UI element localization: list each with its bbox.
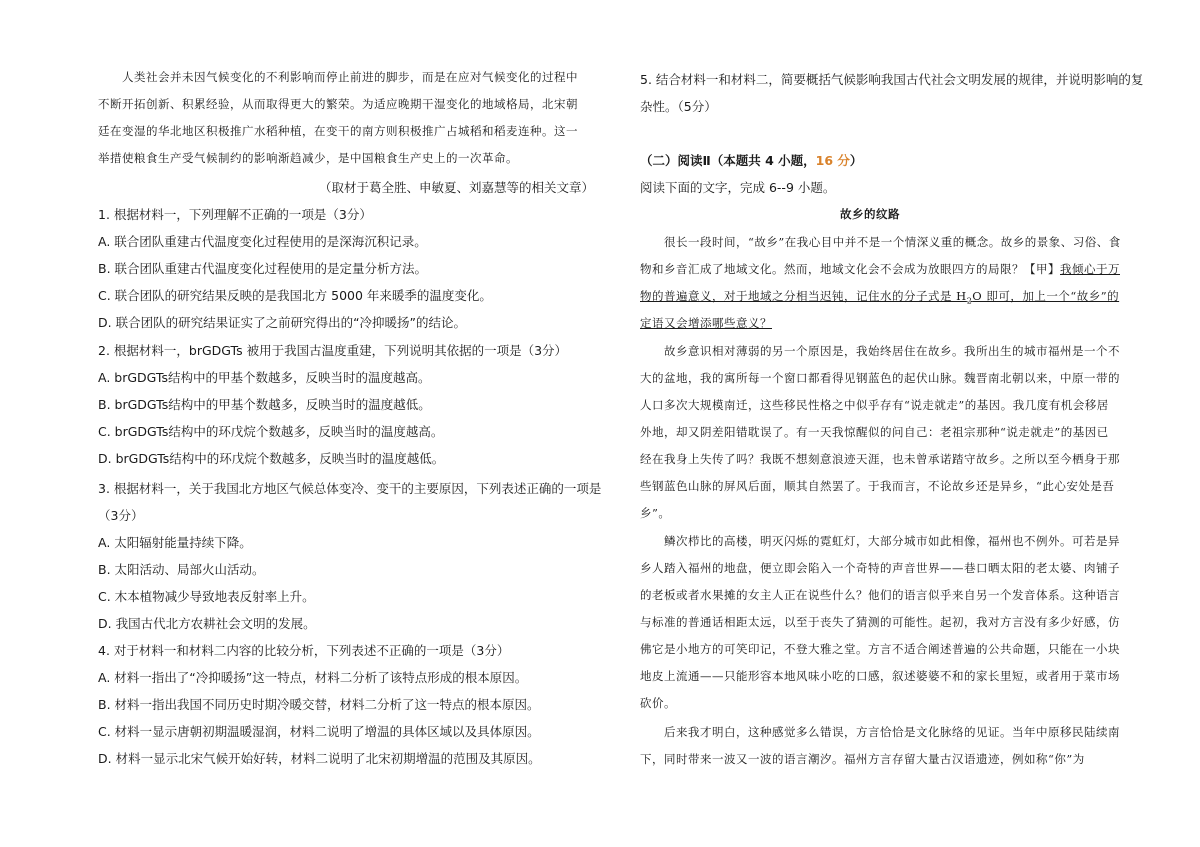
question-2-option-b: B. brGDGTs结构中的甲基个数越多，反映当时的温度越低。 bbox=[98, 397, 431, 412]
question-3-option-b: B. 太阳活动、局部火山活动。 bbox=[98, 562, 265, 577]
question-1-option-d: D. 联合团队的研究结果证实了之前研究得出的“冷抑暖扬”的结论。 bbox=[98, 315, 467, 330]
essay-line: 故乡意识相对薄弱的另一个原因是，我始终居住在故乡。我所出生的城市福州是一个不 bbox=[640, 344, 1120, 358]
essay-line: 下，同时带来一波又一波的语言潮汐。福州方言存留大量古汉语遗迹，例如称“你”为 bbox=[640, 752, 1085, 766]
essay-text: 物和乡音汇成了地域文化。然而，地域文化会不会成为放眼四方的局限？【甲】 bbox=[640, 262, 1060, 276]
question-5-stem-continued: 杂性。（5分） bbox=[640, 99, 717, 114]
question-1-option-c: C. 联合团队的研究结果反映的是我国北方 5000 年来暖季的温度变化。 bbox=[98, 288, 492, 303]
question-4-option-c: C. 材料一显示唐朝初期温暖湿润，材料二说明了增温的具体区域以及具体原因。 bbox=[98, 724, 540, 739]
question-2-option-d: D. brGDGTs结构中的环戊烷个数越多，反映当时的温度越低。 bbox=[98, 451, 445, 466]
essay-line: 外地，却又阴差阳错耽误了。有一天我惊醒似的问自己：老祖宗那种“说走就走”的基因已 bbox=[640, 425, 1109, 439]
essay-line: 乡”。 bbox=[640, 506, 671, 520]
section-heading bbox=[640, 147, 1100, 174]
essay-line: 的老板或者水果摊的女主人正在说些什么？他们的语言似乎来自另一个发音体系。这种语言 bbox=[640, 588, 1120, 602]
intro-line: 廷在变湿的华北地区积极推广水稻种植，在变干的南方则积极推广占城稻和稻麦连种。这一 bbox=[98, 124, 578, 138]
intro-line: 人类社会并未因气候变化的不利影响而停止前进的脚步，而是在应对气候变化的过程中 bbox=[98, 70, 578, 84]
question-2-stem: 2. 根据材料一，brGDGTs 被用于我国古温度重建，下列说明其依据的一项是（3分） bbox=[98, 343, 568, 358]
essay-line bbox=[640, 256, 1120, 283]
question-2-option-c: C. brGDGTs结构中的环戊烷个数越多，反映当时的温度越高。 bbox=[98, 424, 444, 439]
question-4-option-b: B. 材料一指出我国不同历史时期冷暖交替，材料二分析了这一特点的根本原因。 bbox=[98, 697, 540, 712]
intro-line: 不断开拓创新、积累经验，从而取得更大的繁荣。为适应晚期干湿变化的地域格局，北宋朝 bbox=[98, 97, 578, 111]
question-3-stem: 3. 根据材料一，关于我国北方地区气候总体变冷、变干的主要原因，下列表述正确的一项是 bbox=[98, 481, 602, 496]
question-1-stem: 1. 根据材料一，下列理解不正确的一项是（3分） bbox=[98, 207, 372, 222]
question-3-score: （3分） bbox=[98, 508, 144, 523]
essay-line: 地皮上流通——只能形容本地风味小吃的口感，叙述婆婆不和的家长里短，或者用于菜市场 bbox=[640, 669, 1120, 683]
underlined-text: 物的普遍意义，对于地域之分相当迟钝，记住水的分子式是 H bbox=[640, 289, 967, 303]
essay-line: 大的盆地，我的寓所每一个窗口都看得见钢蓝色的起伏山脉。魏晋南北朝以来，中原一带的 bbox=[640, 371, 1120, 385]
essay-line: 后来我才明白，这种感觉多么错误，方言恰恰是文化脉络的见证。当年中原移民陆续南 bbox=[640, 725, 1120, 739]
question-4-option-a: A. 材料一指出了“冷抑暖扬”这一特点，材料二分析了该特点形成的根本原因。 bbox=[98, 670, 528, 685]
essay-line: 人口多次大规模南迁，这些移民性格之中似乎存有“说走就走”的基因。我几度有机会移居 bbox=[640, 398, 1109, 412]
intro-line: 举措使粮食生产受气候制约的影响渐趋减少，是中国粮食生产史上的一次革命。 bbox=[98, 151, 518, 165]
question-2-option-a: A. brGDGTs结构中的甲基个数越多，反映当时的温度越高。 bbox=[98, 370, 431, 385]
essay-line: 很长一段时间，“故乡”在我心目中并不是一个情深义重的概念。故乡的景象、习俗、食 bbox=[640, 235, 1121, 249]
essay-line: 与标准的普通话相距太远，以至于丧失了猜测的可能性。起初，我对方言没有多少好感，仿 bbox=[640, 615, 1120, 629]
section-heading-text: （二）阅读Ⅱ（本题共 4 小题， bbox=[640, 153, 816, 168]
underlined-text: O 即可，加上一个“故乡”的 bbox=[972, 289, 1120, 303]
question-5-stem: 5. 结合材料一和材料二，简要概括气候影响我国古代社会文明发展的规律，并说明影响的复 bbox=[640, 72, 1144, 87]
question-1-option-b: B. 联合团队重建古代温度变化过程使用的是定量分析方法。 bbox=[98, 261, 428, 276]
essay-line: 乡人踏入福州的地盘，便立即会陷入一个奇特的声音世界——巷口晒太阳的老太婆、肉铺子 bbox=[640, 561, 1120, 575]
section-score: 16 分 bbox=[815, 153, 850, 168]
section-heading-close: ） bbox=[849, 153, 863, 168]
essay-line: 些钢蓝色山脉的屏风后面，顺其自然罢了。于我而言，不论故乡还是异乡，“此心安处是吾 bbox=[640, 479, 1115, 493]
question-3-option-a: A. 太阳辐射能量持续下降。 bbox=[98, 535, 252, 550]
question-4-stem: 4. 对于材料一和材料二内容的比较分析，下列表述不正确的一项是（3分） bbox=[98, 643, 510, 658]
essay-title: 故乡的纹路 bbox=[840, 207, 900, 221]
underlined-sentence-line bbox=[640, 310, 1100, 337]
question-3-option-d: D. 我国古代北方农耕社会文明的发展。 bbox=[98, 616, 316, 631]
source-note: （取材于葛全胜、申敏夏、刘嘉慧等的相关文章） bbox=[318, 180, 594, 195]
essay-line: 经在我身上失传了吗？我既不想刻意浪迹天涯，也未曾承诺踏守故乡。之所以至今栖身于那 bbox=[640, 452, 1120, 466]
essay-line: 鳞次栉比的高楼，明灭闪烁的霓虹灯，大部分城市如此相像，福州也不例外。可若是异 bbox=[640, 534, 1120, 548]
underlined-text: 定语又会增添哪些意义？ bbox=[640, 316, 772, 330]
essay-line: 佛它是小地方的可笑印记，不登大雅之堂。方言不适合阐述普遍的公共命题，只能在一小块 bbox=[640, 642, 1120, 656]
question-1-option-a: A. 联合团队重建古代温度变化过程使用的是深海沉积记录。 bbox=[98, 234, 427, 249]
underlined-sentence: 我倾心于万 bbox=[1060, 262, 1120, 276]
essay-line: 砍价。 bbox=[640, 696, 676, 710]
reading-instruction: 阅读下面的文字，完成 6--9 小题。 bbox=[640, 180, 836, 195]
question-3-option-c: C. 木本植物减少导致地表反射率上升。 bbox=[98, 589, 315, 604]
question-4-option-d: D. 材料一显示北宋气候开始好转，材料二说明了北宋初期增温的范围及其原因。 bbox=[98, 751, 541, 766]
subscript-2: 2 bbox=[966, 296, 973, 306]
